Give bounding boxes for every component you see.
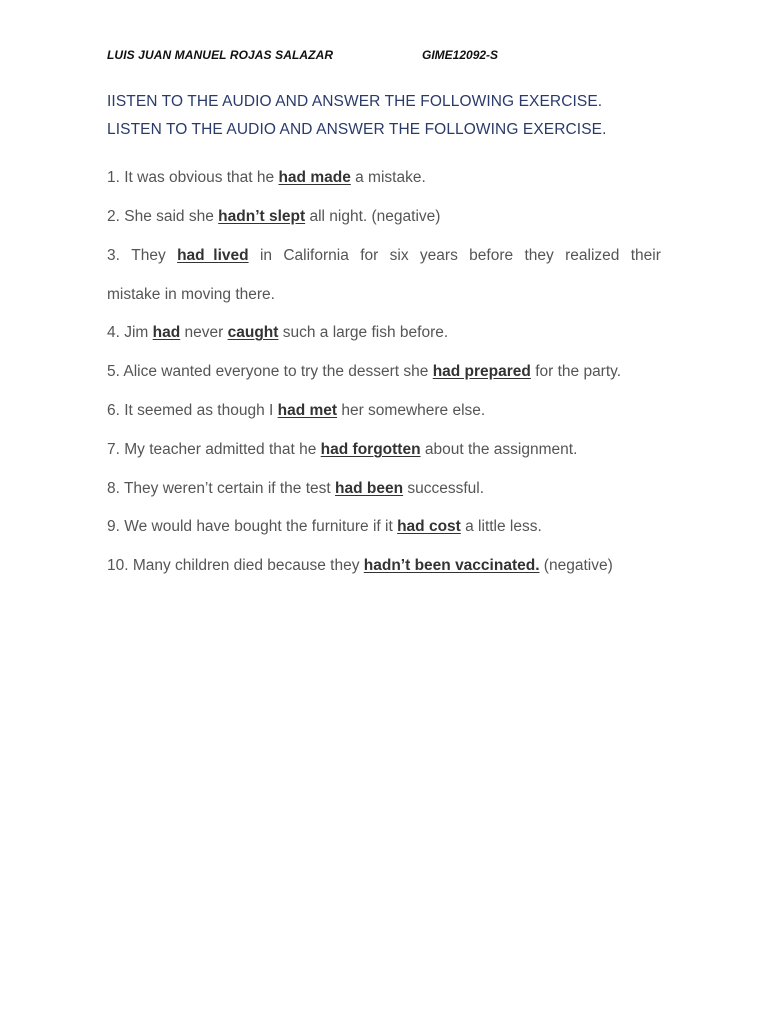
item-word: They xyxy=(131,247,166,264)
item-word: realized xyxy=(565,247,620,264)
answer: had lived xyxy=(177,247,249,264)
item-text: 1. It was obvious that he xyxy=(107,169,279,186)
item-text: for the party. xyxy=(530,363,622,380)
exercise-item-6 xyxy=(107,402,661,420)
item-text: 10. Many children died because they xyxy=(107,557,364,574)
item-text: 6. It seemed as though I xyxy=(107,402,278,419)
item-text: 4. Jim xyxy=(107,324,153,341)
item-text: all night. (negative) xyxy=(305,208,441,225)
item-text: a little less. xyxy=(460,518,542,535)
item-text: (negative) xyxy=(539,557,613,574)
answer: hadn’t been vaccinated. xyxy=(363,557,540,574)
exercise-item-2 xyxy=(107,208,661,226)
item-word: in xyxy=(259,247,273,264)
item-text: a mistake. xyxy=(350,169,426,186)
item-word: years xyxy=(419,247,458,264)
answer: had prepared xyxy=(432,363,531,380)
item-text: about the assignment. xyxy=(420,441,578,458)
exercise-item-8 xyxy=(107,480,661,498)
answer: had made xyxy=(278,169,351,186)
item-text: 5. Alice wanted everyone to try the dessert she xyxy=(107,363,433,380)
instruction-line-2: LISTEN TO THE AUDIO AND ANSWER THE FOLLOWING EXERCISE. xyxy=(107,121,607,138)
item-word: California xyxy=(283,247,349,264)
answer: had been xyxy=(335,480,404,497)
answer: hadn’t slept xyxy=(218,208,306,225)
item-word: for xyxy=(360,247,379,264)
exercise-item-3-line-2: mistake in moving there. xyxy=(107,286,275,303)
item-text: never xyxy=(180,324,228,341)
item-text: 9. We would have bought the furniture if it xyxy=(107,518,398,535)
student-name: LUIS JUAN MANUEL ROJAS SALAZAR xyxy=(107,48,334,62)
exercise-item-10 xyxy=(107,557,661,575)
exercise-item-5 xyxy=(107,363,661,381)
item-text: successful. xyxy=(403,480,485,497)
item-text: 7. My teacher admitted that he xyxy=(107,441,321,458)
answer: had cost xyxy=(397,518,461,535)
answer: had met xyxy=(277,402,338,419)
item-word: before xyxy=(469,247,514,264)
item-text: such a large fish before. xyxy=(278,324,449,341)
answer: caught xyxy=(227,324,279,341)
student-code: GIME12092-S xyxy=(422,48,499,62)
item-word: they xyxy=(524,247,554,264)
exercise-item-7 xyxy=(107,441,661,459)
item-text: 8. They weren’t certain if the test xyxy=(107,480,336,497)
answer: had forgotten xyxy=(320,441,421,458)
exercise-item-9 xyxy=(107,518,661,536)
item-text: 2. She said she xyxy=(107,208,219,225)
exercise-item-1 xyxy=(107,169,661,187)
answer: had xyxy=(152,324,181,341)
exercise-item-3-line-1 xyxy=(107,247,661,265)
item-word: six xyxy=(389,247,409,264)
item-text: her somewhere else. xyxy=(337,402,486,419)
exercise-item-4 xyxy=(107,324,661,342)
instruction-line-1: IISTEN TO THE AUDIO AND ANSWER THE FOLLOWING EXERCISE. xyxy=(107,93,603,110)
item-word: 3. xyxy=(107,247,120,264)
item-word: their xyxy=(630,247,661,264)
